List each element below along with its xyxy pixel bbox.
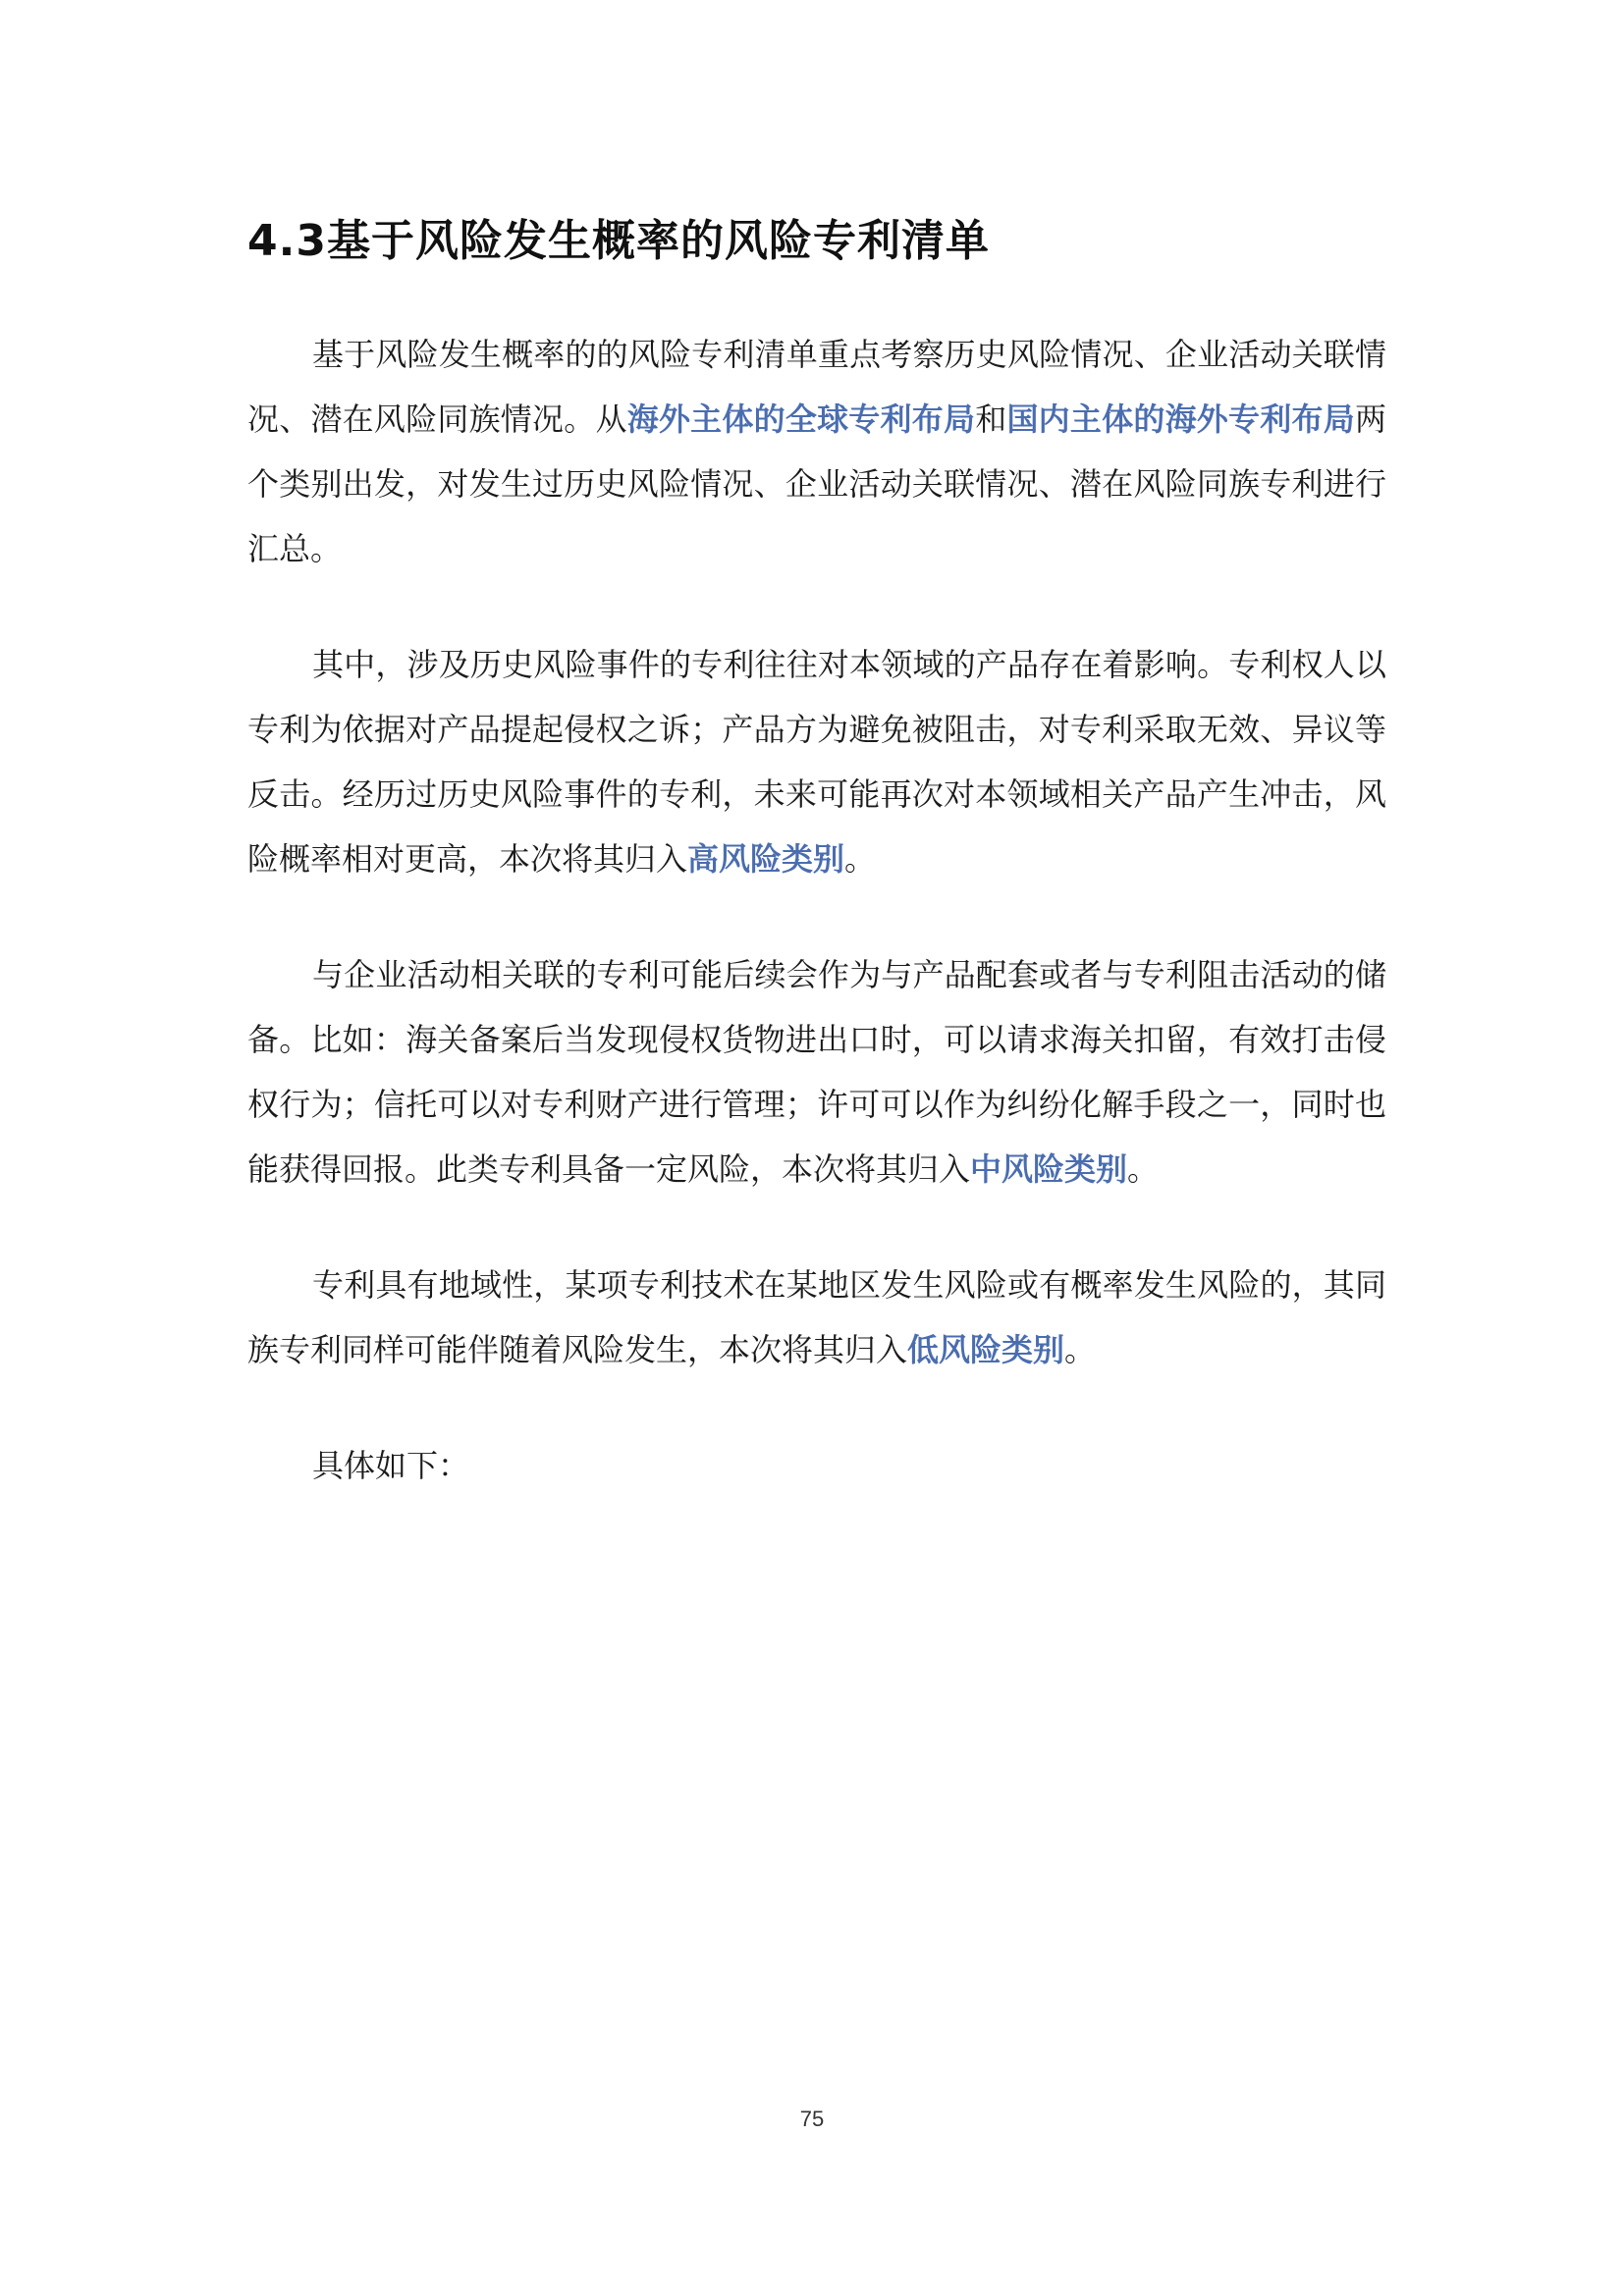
highlight-low-risk: 低风险类别 — [907, 1331, 1065, 1368]
paragraph-intro — [247, 322, 1386, 581]
page-number: 75 — [799, 2107, 825, 2131]
text-run: 。 — [1064, 1331, 1097, 1368]
text-run: 其中，涉及历史风险事件的专利往往对本领域的产品存在着影响。专利权人以专利为依据对产品提起侵权之诉；产品方为避免被阻击，对专利采取无效、异议等反击。经历过历史风险事件的专利，未来可能再次对本领域相关产品产生冲击，风险概率相对更高，本次将其归入 — [247, 646, 1386, 878]
text-run: 具体如下： — [312, 1447, 470, 1484]
text-run: 与企业活动相关联的专利可能后续会作为与产品配套或者与专利阻击活动的储备。比如：海关备案后当发现侵权货物进出口时，可以请求海关扣留，有效打击侵权行为；信托可以对专利财产进行管理；许可可以作为纠纷化解手段之一，同时也能获得回报。此类专利具备一定风险，本次将其归入 — [247, 956, 1386, 1188]
text-run: 两个类别出发，对发生过历史风险情况、企业活动关联情况、潜在风险同族专利进行汇总。 — [247, 400, 1386, 567]
section-heading: 4.3基于风险发生概率的风险专利清单 — [247, 216, 990, 266]
paragraph-high-risk — [247, 632, 1386, 891]
highlight-domestic-overseas-layout: 国内主体的海外专利布局 — [1006, 400, 1355, 438]
text-run: 专利具有地域性，某项专利技术在某地区发生风险或有概率发生风险的，其同族专利同样可能伴随着风险发生，本次将其归入 — [247, 1266, 1386, 1368]
text-run: 基于风险发生概率的的风险专利清单重点考察历史风险情况、企业活动关联情况、潜在风险同族情况。从 — [247, 336, 1386, 438]
highlight-high-risk: 高风险类别 — [687, 840, 845, 878]
paragraph-low-risk — [247, 1253, 1386, 1382]
paragraph-medium-risk — [247, 942, 1386, 1201]
text-run: 。 — [1127, 1150, 1160, 1188]
text-run: 。 — [844, 840, 877, 878]
text-run: 和 — [975, 400, 1007, 438]
body-text — [247, 322, 1386, 1549]
highlight-overseas-global-layout: 海外主体的全球专利布局 — [626, 400, 976, 438]
highlight-medium-risk: 中风险类别 — [970, 1150, 1128, 1188]
paragraph-details — [247, 1433, 1386, 1498]
